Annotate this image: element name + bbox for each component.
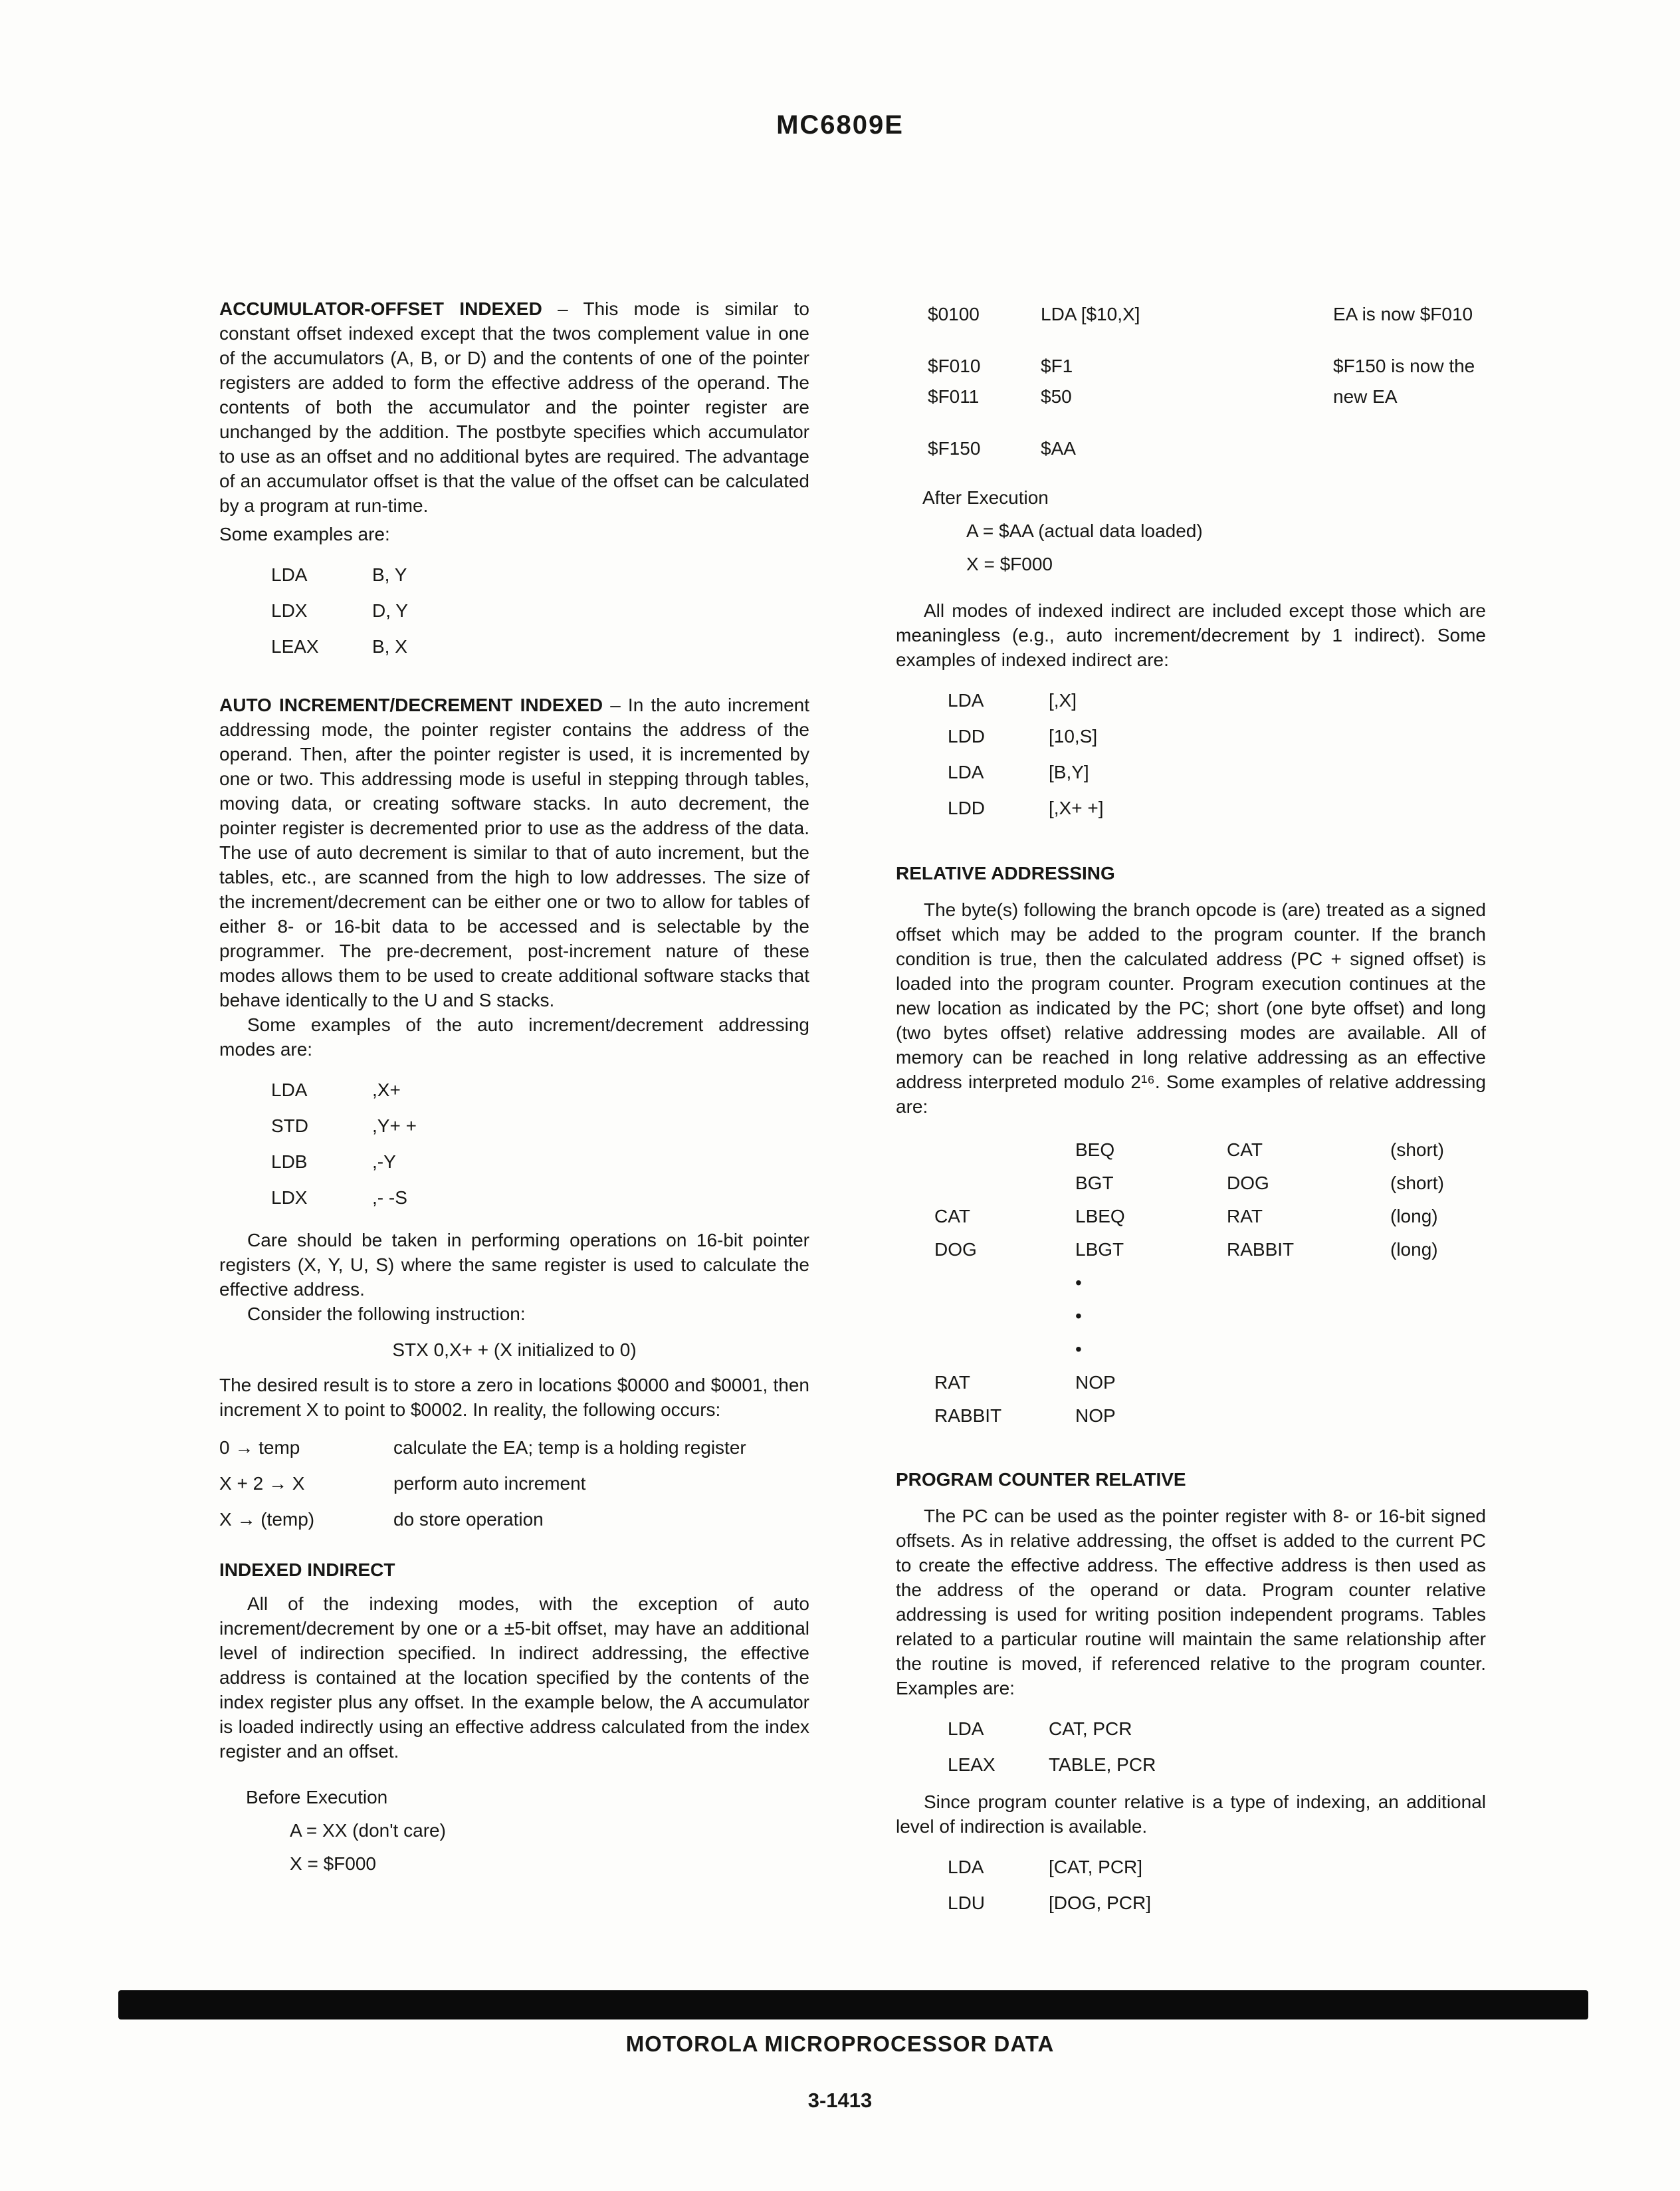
mnemonic: LDD [948,798,986,818]
step-description: calculate the EA; temp is a holding register [393,1437,746,1458]
operand: ,- -S [372,1187,407,1208]
para-indexed-indirect-modes: All modes of indexed indirect are included except those which are meaningless (e.g., auto increment/decrement by 1 indirect). Some examples of indexed indirect are: [896,600,1486,670]
mnemonic: LDA [271,564,308,585]
size-note-cell [1390,1300,1486,1333]
size-note-cell: (long) [1390,1206,1438,1226]
operand: [,X+ +] [1049,798,1104,818]
operand: CAT, PCR [1049,1718,1132,1739]
value-cell: $F1 [1041,356,1073,376]
size-note-cell: (short) [1390,1173,1444,1193]
left-column [219,296,809,1898]
after-execution-block [922,481,1486,581]
operand: [B,Y] [1049,762,1089,782]
operand: B, Y [372,564,407,585]
code-example-row [271,1144,809,1180]
execution-steps-list [219,1430,809,1538]
operand: ,Y+ + [372,1115,417,1136]
mnemonic-cell: BEQ [1075,1139,1115,1160]
para-program-counter-relative: The PC can be used as the pointer register with 8- or 16-bit signed offsets. As in relative addressing, the offset is added to the current PC to create the effective address. The effective address is then used as the address of the operand or data. Program counter relative addressing is used for writing position independent programs. Tables related to a particular routine will maintain the same relationship after the routine is moved, if referenced relative to the program counter. Examples are: [896,1506,1486,1698]
ellipsis-bullet: • [1075,1339,1082,1359]
step-term: X + 2 → X [219,1473,305,1494]
operand: ,-Y [372,1151,396,1172]
operand-cell [1227,1266,1390,1300]
mnemonic: STD [271,1115,308,1136]
label-cell [934,1133,1075,1167]
comment-cell: new EA [1333,386,1398,407]
mnemonic: LDA [948,762,984,782]
code-example-row [948,1849,1486,1885]
code-example-row [948,1747,1486,1783]
before-execution-title: Before Execution [246,1787,388,1807]
memory-row [928,351,1486,382]
code-example-row [948,683,1486,719]
before-execution-block [246,1781,809,1881]
operand: [DOG, PCR] [1049,1893,1152,1913]
memory-row [928,299,1486,330]
branch-table-row [934,1266,1486,1300]
step-description: perform auto increment [393,1473,586,1494]
size-note-cell [1390,1333,1486,1366]
operand-cell: RAT [1227,1206,1263,1226]
comment-cell [1333,433,1486,464]
branch-table-row [934,1366,1486,1399]
operand-cell: CAT [1227,1139,1263,1160]
mnemonic: LDA [271,1080,308,1100]
para-care-16bit: Care should be taken in performing operations on 16-bit pointer registers (X, Y, U, S) where the same register is used to calculate the effective address. [219,1230,809,1300]
pcr-example-list [948,1711,1486,1783]
mnemonic: LDU [948,1893,986,1913]
branch-table-row [934,1167,1486,1200]
code-example-row [271,1108,809,1144]
right-column [896,296,1486,1933]
code-example-row [948,790,1486,826]
code-example-row [948,1885,1486,1921]
auto-increment-example-list [271,1072,809,1216]
footer-divider-bar [118,1990,1588,2019]
operand: [,X] [1049,690,1077,711]
para-text: – This mode is similar to constant offset indexed except that the twos complement value in one of the accumulators (A, B, or D) and the contents of one of the pointer registers are added to form the effective address of the operand. The contents of both the accumulator and the pointer register are unchanged by the addition. The postbyte specifies which accumulator to use as an offset and no additional bytes are required. The advantage of an accumulator offset is that the value of the offset can be calculated by a program at run-time. [219,298,809,516]
para-auto-examples-intro: Some examples of the auto increment/decrement addressing modes are: [219,1014,809,1060]
para-auto-increment [219,693,809,1012]
branch-table-row [934,1200,1486,1233]
label-cell: RAT [934,1372,970,1393]
operand: [10,S] [1049,726,1098,747]
memory-row [928,382,1486,412]
label-cell [934,1333,1075,1366]
mnemonic-cell: BGT [1075,1173,1114,1193]
indexed-indirect-example-list [948,683,1486,826]
operand-cell [1227,1333,1390,1366]
size-note-cell [1390,1399,1486,1433]
size-note-cell: (long) [1390,1239,1438,1260]
label-cell: CAT [934,1206,970,1226]
size-note-cell [1390,1366,1486,1399]
operand-cell: DOG [1227,1173,1269,1193]
label-cell: DOG [934,1239,977,1260]
footer-title: MOTOROLA MICROPROCESSOR DATA [625,2031,1055,2056]
code-example-row [271,557,809,593]
value-cell: $AA [1041,438,1076,459]
comment-cell: $F150 is now the [1333,356,1475,376]
label-cell [934,1167,1075,1200]
operand-cell [1227,1399,1390,1433]
step-description: do store operation [393,1509,544,1530]
mnemonic-cell: LBEQ [1075,1206,1125,1226]
mnemonic: LDD [948,726,986,747]
branch-table-row [934,1333,1486,1366]
code-example-row [948,1711,1486,1747]
para-indexed-indirect: All of the indexing modes, with the exception of auto increment/decrement by one or a ±5-bit offset, may have an additional level of indirection specified. In indirect addressing, the effective address is contained at the location specified by the contents of the index register plus any offset. In the example below, the A accumulator is loaded indirectly using an effective address calculated from the index register and an offset. [219,1593,809,1762]
ellipsis-bullet: • [1075,1306,1082,1326]
code-example-row [271,593,809,629]
mnemonic: LEAX [948,1754,996,1775]
step-term: X → (temp) [219,1509,315,1530]
mnemonic: LDB [271,1151,308,1172]
mnemonic-cell: NOP [1075,1405,1116,1426]
step-term: 0 → temp [219,1437,300,1458]
code-example-row [271,629,809,665]
operand: [CAT, PCR] [1049,1857,1143,1877]
size-note-cell [1390,1266,1486,1300]
operand-cell [1227,1366,1390,1399]
para-accumulator-offset [219,296,809,518]
para-consider: Consider the following instruction: [247,1304,526,1324]
mnemonic: LDX [271,1187,308,1208]
memory-trace-table [928,299,1486,464]
code-example-row [271,1180,809,1216]
address-cell: $F150 [928,438,981,459]
mnemonic: LDA [948,1857,984,1877]
address-cell: $F010 [928,356,981,376]
step-row [219,1466,809,1502]
after-execution-title: After Execution [922,487,1049,508]
para-relative-addressing: The byte(s) following the branch opcode is (are) treated as a signed offset which may be added to the program counter. If the branch condition is true, then the calculated address (PC + signed offset) is loaded into the program counter. Program execution continues at the new location as indicated by the PC; short (one byte offset) and long (two bytes offset) relative addressing modes are available. All of memory can be reached in long relative addressing as an effective address interpreted modulo 2¹⁶. Some examples of relative addressing are: [896,899,1486,1117]
heading-indexed-indirect: INDEXED INDIRECT [219,1559,395,1580]
accumulator-offset-example-list [271,557,809,665]
pcr-indirect-example-list [948,1849,1486,1921]
register-state-line: A = XX (don't care) [290,1820,446,1841]
mnemonic-cell: NOP [1075,1372,1116,1393]
label-cell: RABBIT [934,1405,1002,1426]
operand: D, Y [372,600,408,621]
register-state-line: X = $F000 [290,1853,376,1874]
stx-instruction-line: STX 0,X+ + (X initialized to 0) [392,1339,637,1360]
operand-cell: RABBIT [1227,1239,1295,1260]
code-example-row [948,754,1486,790]
branch-table-row [934,1300,1486,1333]
operand: ,X+ [372,1080,401,1100]
value-cell: LDA [$10,X] [1041,304,1140,324]
para-pcr-indirection: Since program counter relative is a type of indexing, an additional level of indirection is available. [896,1791,1486,1837]
step-row [219,1430,809,1466]
para-desired-result: The desired result is to store a zero in locations $0000 and $0001, then increment X to point to $0002. In reality, the following occurs: [219,1375,809,1420]
ellipsis-bullet: • [1075,1272,1082,1293]
register-state-line: X = $F000 [966,554,1053,574]
page-title: MC6809E [776,110,904,140]
run-in-heading: AUTO INCREMENT/DECREMENT INDEXED [219,695,603,715]
mnemonic: LEAX [271,636,319,657]
mnemonic-cell: LBGT [1075,1239,1124,1260]
label-cell [934,1300,1075,1333]
examples-intro: Some examples are: [219,524,390,544]
operand: TABLE, PCR [1049,1754,1156,1775]
register-state-line: A = $AA (actual data loaded) [966,520,1203,541]
address-cell: $0100 [928,304,980,324]
mnemonic: LDX [271,600,308,621]
heading-relative-addressing: RELATIVE ADDRESSING [896,863,1115,883]
operand-cell [1227,1300,1390,1333]
relative-branch-table [934,1133,1486,1433]
address-cell: $F011 [928,386,980,407]
label-cell [934,1266,1075,1300]
heading-program-counter-relative: PROGRAM COUNTER RELATIVE [896,1469,1186,1490]
code-example-row [271,1072,809,1108]
memory-row [928,433,1486,464]
page-number: 3-1413 [807,2089,873,2112]
branch-table-row [934,1133,1486,1167]
mnemonic: LDA [948,690,984,711]
para-text: – In the auto increment addressing mode, the pointer register contains the address of the operand. Then, after the pointer register is used, it is incremented by one or two. This addressing mode is useful in stepping through tables, moving data, or creating software stacks. In auto decrement, the pointer register is decremented prior to use as the address of the data. The use of auto decrement is similar to that of auto increment, but the tables, etc., are scanned from the high to low addresses. The size of the increment/decrement can be either one or two to allow for tables of either 8- or 16-bit data to be accessed and is selectable by the programmer. The pre-decrement, post-increment nature of these modes allows them to be used to create additional software stacks that behave identically to the U and S stacks. [219,695,809,1010]
step-row [219,1502,809,1538]
value-cell: $50 [1041,386,1072,407]
run-in-heading: ACCUMULATOR-OFFSET INDEXED [219,298,542,319]
mnemonic: LDA [948,1718,984,1739]
branch-table-row [934,1233,1486,1266]
code-example-row [948,719,1486,754]
operand: B, X [372,636,407,657]
size-note-cell: (short) [1390,1139,1444,1160]
comment-cell: EA is now $F010 [1333,304,1473,324]
branch-table-row [934,1399,1486,1433]
